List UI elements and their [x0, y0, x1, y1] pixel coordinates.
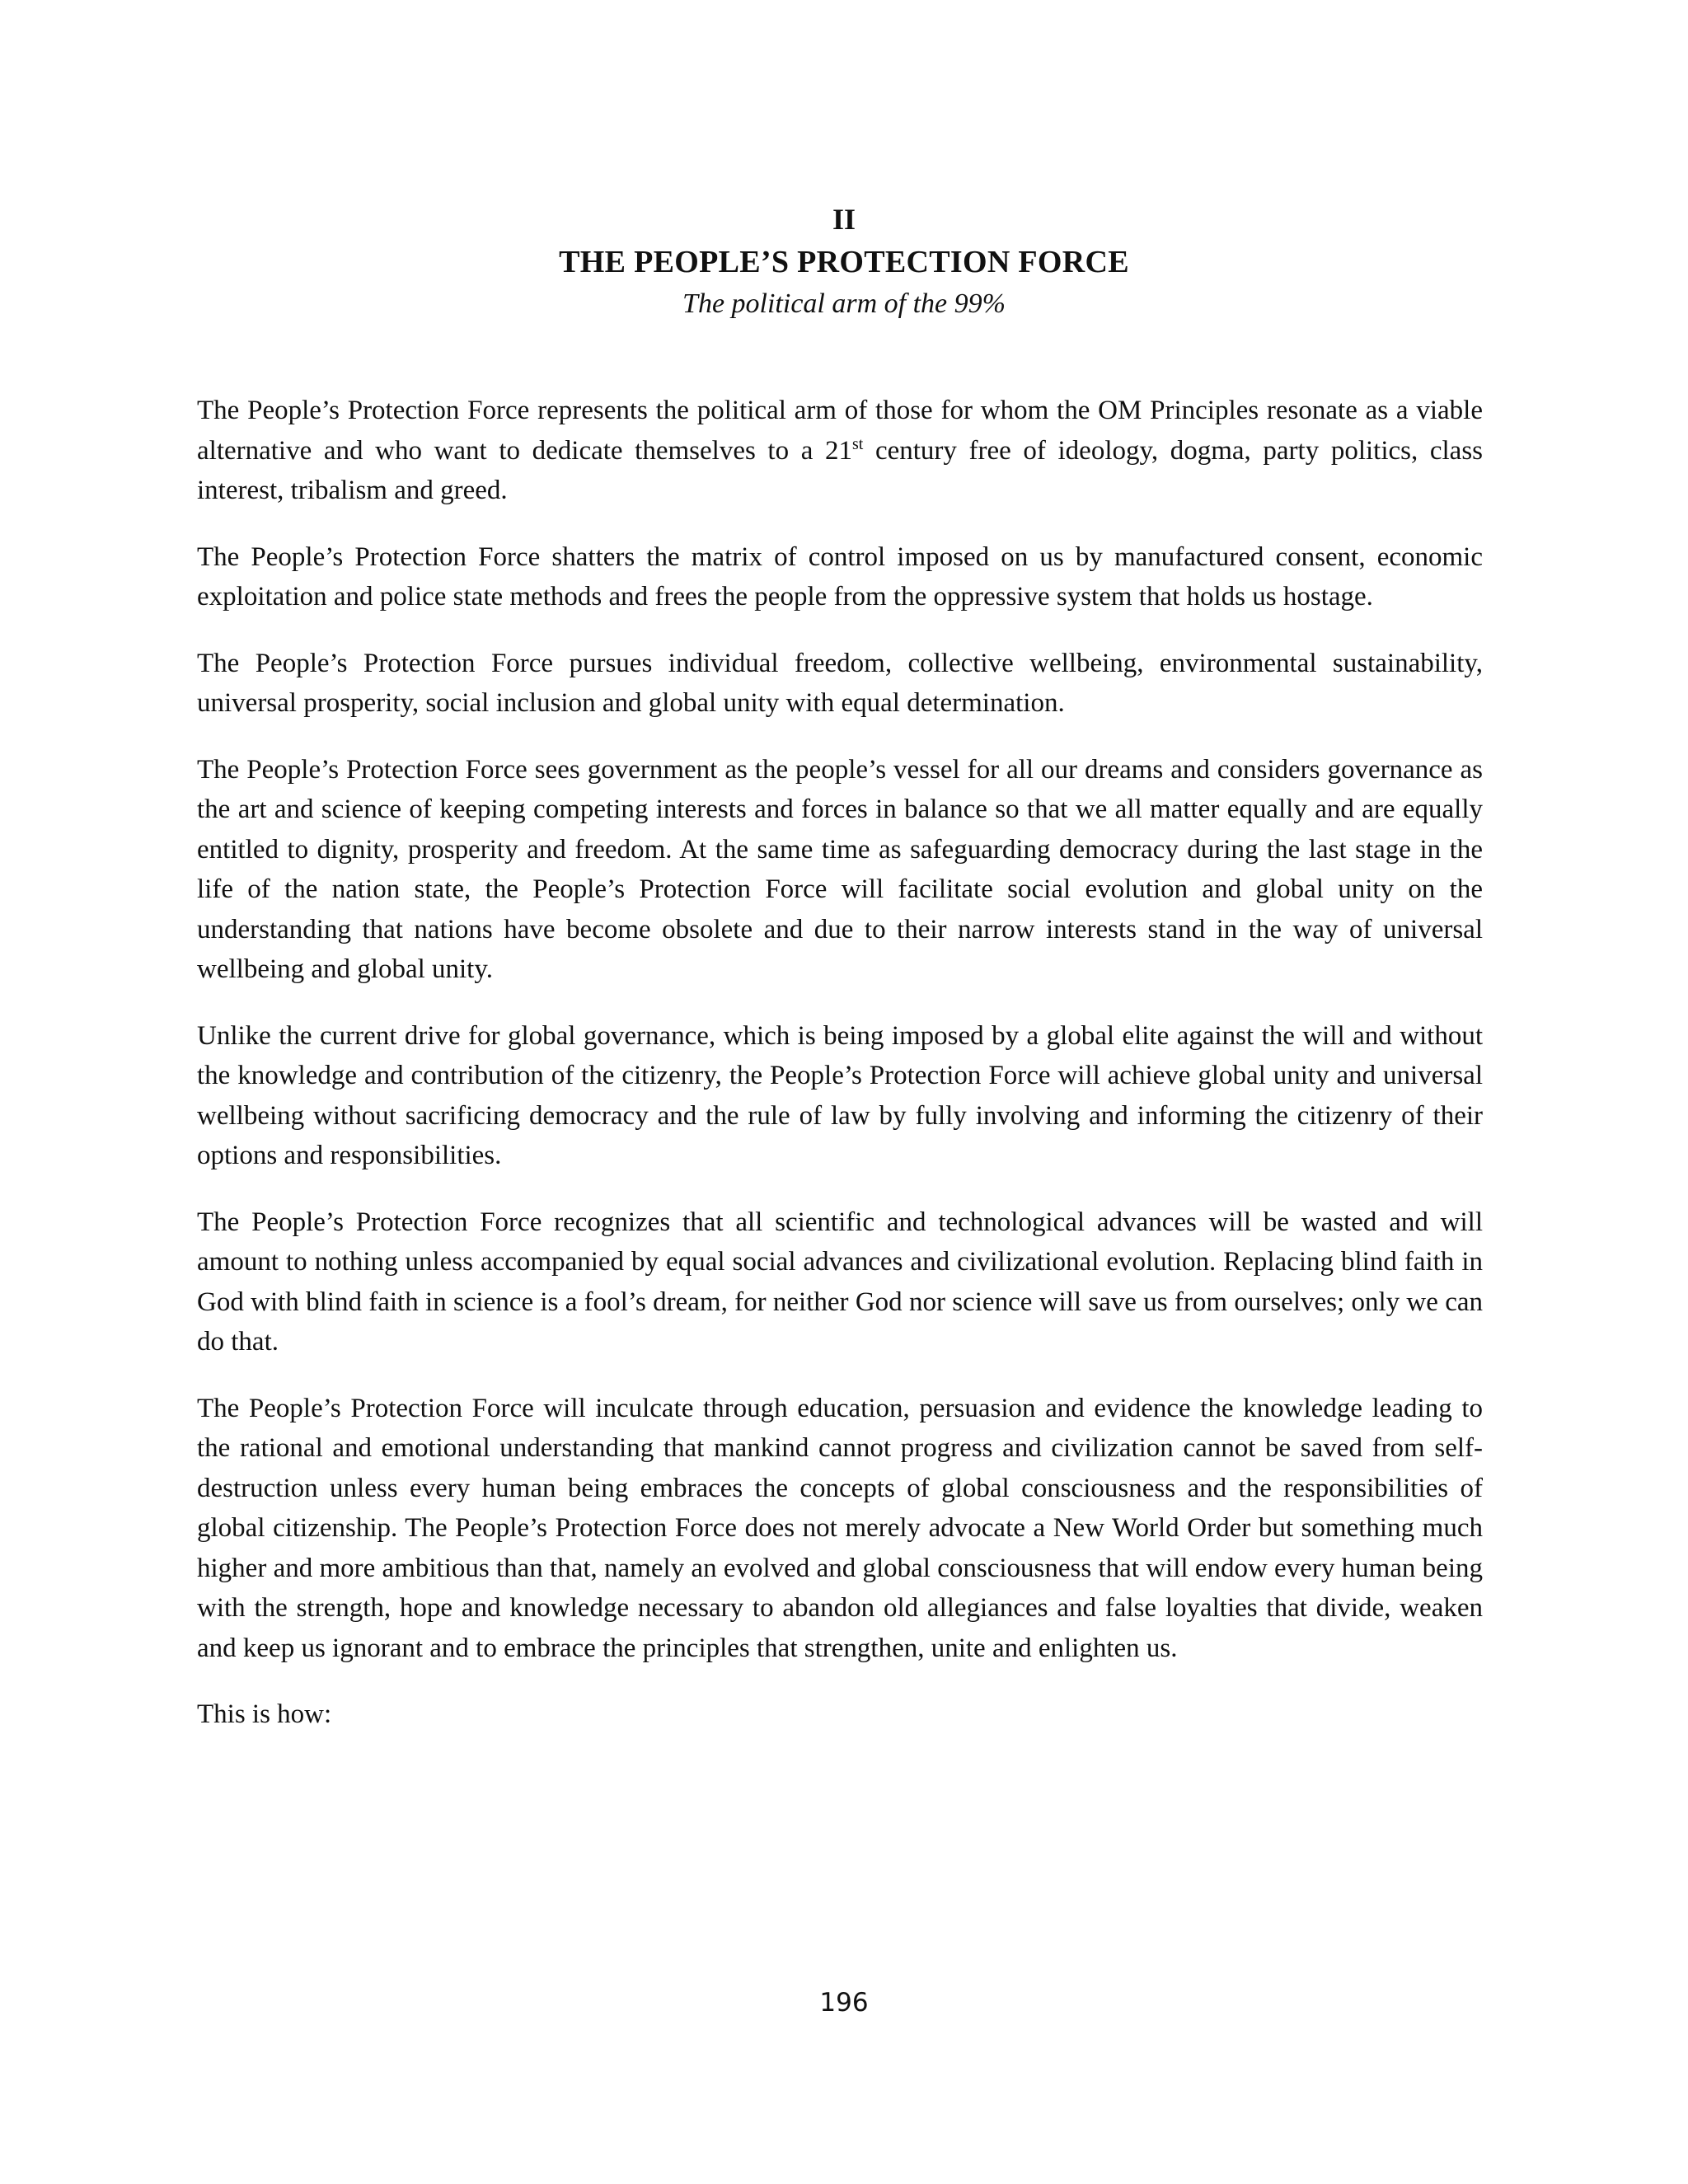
- paragraph-1-text-a: The People’s Protection Force represents the political arm of those for whom the OM Principles resonate as a viable alternative and who want to dedicate themselves to a 21: [197, 396, 1483, 466]
- ordinal-suffix: st: [851, 434, 864, 453]
- chapter-title: THE PEOPLE’S PROTECTION FORCE: [559, 245, 1129, 279]
- page-number: 196: [819, 1988, 869, 2018]
- chapter-subtitle: The political arm of the 99%: [682, 288, 1006, 319]
- paragraph-4: The People’s Protection Force sees government as the people’s vessel for all our dreams and considers governance as the art and science of keeping competing interests and forces in balance so that we all matter equally and are equally entitled to dignity, prosperity and freedom. At the same time as safeguarding democracy during the last stage in the life of the nation state, the People’s Protection Force will facilitate social evolution and global unity on the understanding that nations have become obsolete and due to their narrow interests stand in the way of universal wellbeing and global unity.: [197, 754, 1483, 984]
- paragraph-1-text-b: century free of ideology, dogma, party politics, class interest, tribalism and greed.: [197, 435, 1484, 505]
- body-text: [197, 391, 1483, 1761]
- chapter-number: II: [832, 203, 856, 236]
- paragraph-6: The People’s Protection Force recognizes that all scientific and technological advances will be wasted and will amount to nothing unless accompanied by equal social advances and civilizational evolution. Replacing blind faith in God with blind faith in science is a fool’s dream, for neither God nor science will save us from ourselves; only we can do that.: [197, 1207, 1483, 1357]
- paragraph-3: The People’s Protection Force pursues individual freedom, collective wellbeing, environmental sustainability, universal prosperity, social inclusion and global unity with equal determination.: [197, 648, 1483, 718]
- chapter-heading: [0, 198, 1688, 325]
- paragraph-5: Unlike the current drive for global governance, which is being imposed by a global elite against the will and without the knowledge and contribution of the citizenry, the People’s Protection Force will achieve global unity and universal wellbeing without sacrificing democracy and the rule of law by fully involving and informing the citizenry of their options and responsibilities.: [197, 1020, 1483, 1170]
- paragraph-7: The People’s Protection Force will inculcate through education, persuasion and evidence the knowledge leading to the rational and emotional understanding that mankind cannot progress and civilization cannot be saved from self-destruction unless every human being embraces the concepts of global consciousness and the responsibilities of global citizenship. The People’s Protection Force does not merely advocate a New World Order but something much higher and more ambitious than that, namely an evolved and global consciousness that will endow every human being with the strength, hope and knowledge necessary to abandon old allegiances and false loyalties that divide, weaken and keep us ignorant and to embrace the principles that strengthen, unite and enlighten us.: [197, 1393, 1483, 1663]
- paragraph-8: This is how:: [197, 1699, 332, 1729]
- paragraph-2: The People’s Protection Force shatters the matrix of control imposed on us by manufactured consent, economic exploitation and police state methods and frees the people from the oppressive system that holds us hostage.: [197, 541, 1483, 612]
- paragraph-1: [197, 391, 1483, 511]
